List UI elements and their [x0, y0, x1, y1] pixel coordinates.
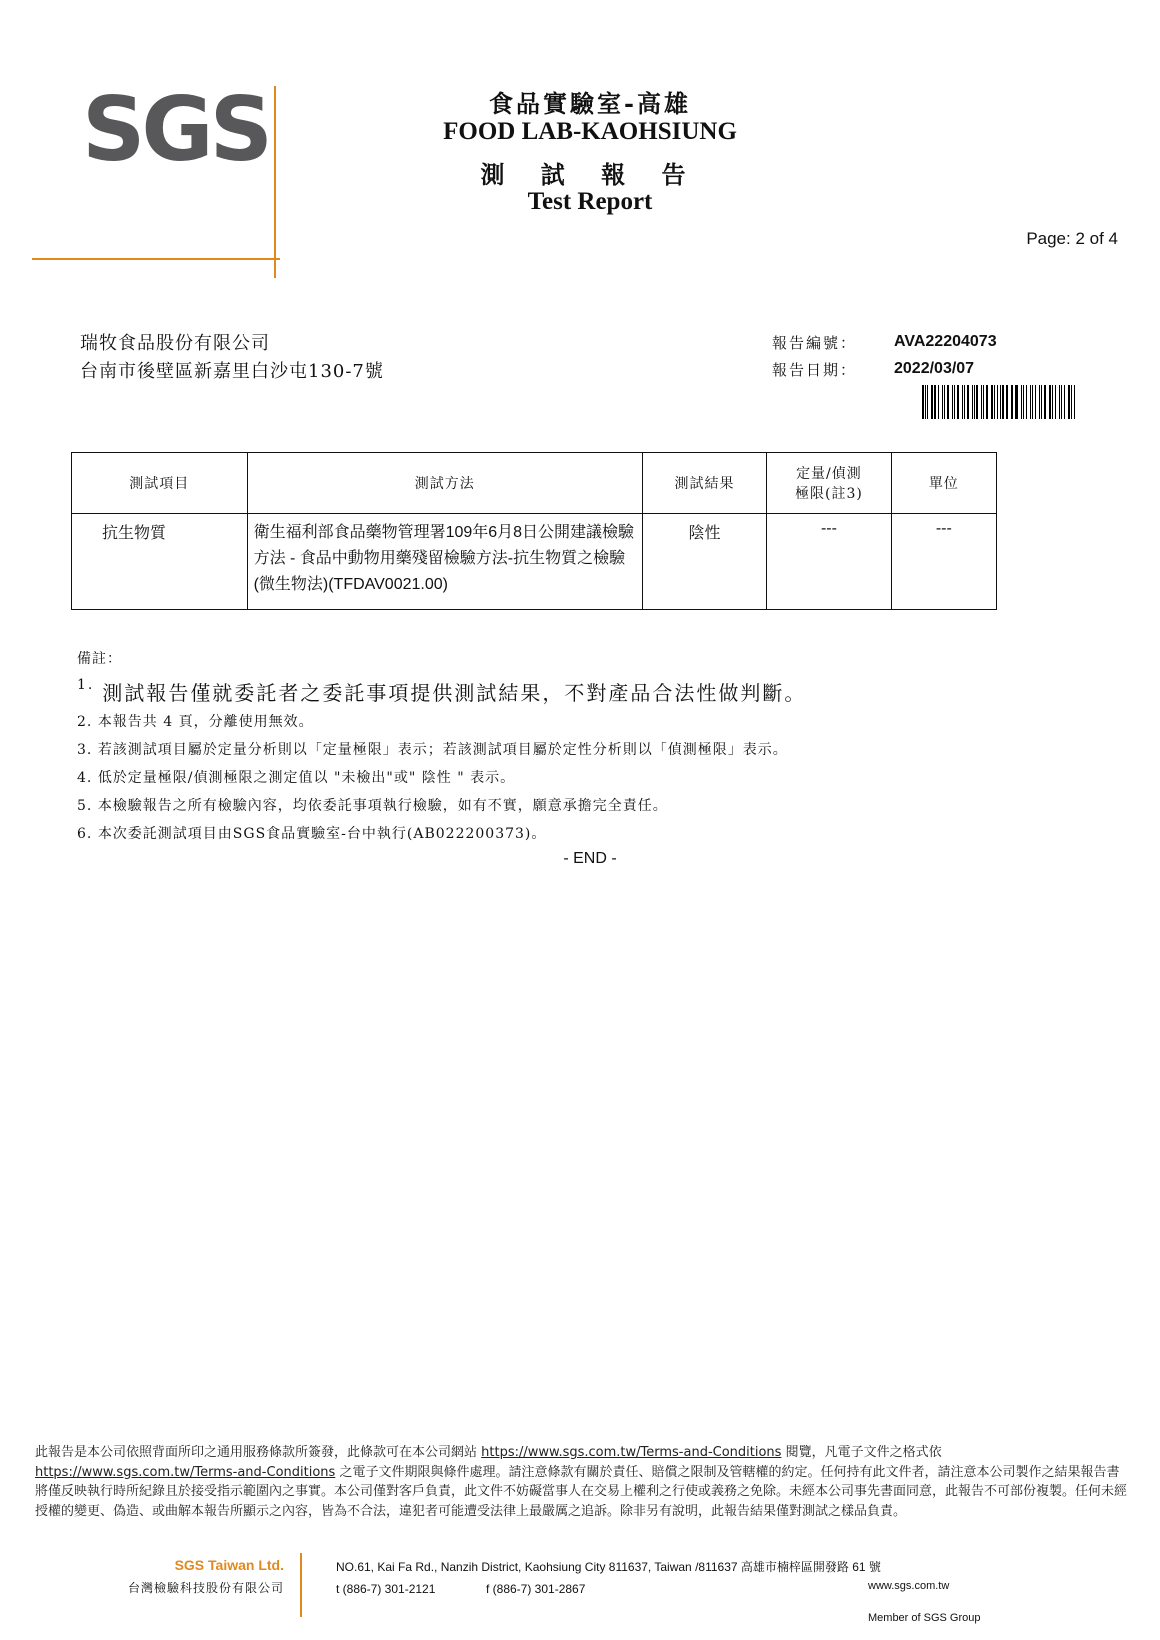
note-4-text: 低於定量極限/偵測極限之測定值以 "未檢出"或" 陰性 " 表示。 — [97, 770, 516, 786]
barcode-bar — [997, 385, 998, 419]
footer-fax: f (886-7) 301-2867 — [486, 1582, 586, 1596]
header-unit: 單位 — [891, 453, 996, 514]
note-1-text: 測試報告僅就委託者之委託事項提供測試結果，不對產品合法性做判斷。 — [102, 681, 807, 705]
barcode-bar — [938, 385, 939, 419]
barcode-bar — [986, 385, 988, 419]
barcode-bar — [1032, 385, 1034, 419]
footer-company — [118, 1557, 284, 1596]
footer-divider — [300, 1553, 302, 1617]
barcode-bar — [1023, 385, 1025, 419]
barcode-bar — [1044, 385, 1046, 419]
note-6-text: 本次委託測試項目由SGS食品實驗室-台中執行(AB022200373)。 — [97, 826, 547, 842]
barcode-bar — [931, 385, 933, 419]
barcode-bar — [1011, 385, 1012, 419]
client-block — [80, 330, 384, 386]
footer-company-zh: 台灣檢驗科技股份有限公司 — [127, 1581, 284, 1595]
client-name: 瑞牧食品股份有限公司 — [80, 333, 270, 354]
report-number: AVA22204073 — [894, 333, 997, 350]
footer-company-en: SGS Taiwan Ltd. — [174, 1557, 284, 1573]
barcode-bar — [991, 385, 993, 419]
barcode-bar — [983, 385, 984, 419]
note-4-number: 4. — [77, 770, 93, 786]
barcode-bar — [1055, 385, 1056, 419]
barcode-bar — [1052, 385, 1053, 419]
table-header-row — [72, 453, 997, 514]
disclaimer-part1: 此報告是本公司依照背面所印之通用服務條款所簽發，此條款可在本公司網站 — [35, 1445, 482, 1460]
header-test-method: 測試方法 — [247, 453, 642, 514]
header-limit — [767, 453, 891, 514]
barcode — [922, 385, 1078, 419]
header-limit-line1: 定量/偵測 — [796, 466, 862, 482]
barcode-bar — [1015, 385, 1017, 419]
note-2-number: 2. — [77, 714, 93, 730]
notes-title: 備註： — [77, 651, 122, 667]
lab-title-zh: 食品實驗室-高雄 — [489, 89, 691, 118]
footer-member: Member of SGS Group — [868, 1612, 981, 1624]
footer-contact — [336, 1578, 881, 1600]
cell-limit: --- — [820, 520, 837, 537]
note-2 — [77, 711, 314, 731]
report-meta-labels — [772, 330, 857, 384]
cell-unit: --- — [935, 520, 952, 537]
barcode-bar — [1012, 385, 1013, 419]
footer-address: NO.61, Kai Fa Rd., Nanzih District, Kaohsiung City 811637, Taiwan /811637 高雄市楠梓區開發路 61 號 — [336, 1560, 881, 1574]
barcode-bar — [922, 385, 924, 419]
barcode-bar — [976, 385, 978, 419]
client-address: 台南市後壁區新嘉里白沙屯130-7號 — [80, 361, 384, 382]
note-2-text: 本報告共 4 頁，分離使用無效。 — [97, 714, 314, 730]
end-marker: - END - — [563, 850, 617, 867]
barcode-bar — [967, 385, 969, 419]
note-4 — [77, 767, 515, 787]
barcode-bar — [1049, 385, 1051, 419]
barcode-bar — [994, 385, 995, 419]
logo-text: SGS — [82, 78, 269, 181]
barcode-bar — [1064, 385, 1065, 419]
footer-website[interactable]: www.sgs.com.tw — [868, 1580, 950, 1592]
report-title-zh: 測 試 報 告 — [480, 160, 700, 189]
barcode-bar — [954, 385, 955, 419]
disclaimer-part3: 之電子文件期限與條件處理。請注意條款有關於責任、賠償之限制及管轄權的約定。任何持有此文件者，請注意本公司製作之結果報告書將僅反映執行時所紀錄且於接受指示範圍內之事實。本公司僅對客戶負責，此文件不妨礙當事人在交易上權利之行使或義務之免除。未經本公司事先書面同意，此報告不可部份複製。任何未經授權的變更、偽造、或曲解本報告所顯示之內容，皆為不合法，違犯者可能遭受法律上最嚴厲之追訴。除非另有說明，此報告結果僅對測試之樣品負責。 — [35, 1464, 1128, 1519]
barcode-bar — [1068, 385, 1070, 419]
note-6-number: 6. — [77, 826, 93, 842]
header-test-item: 測試項目 — [72, 453, 248, 514]
barcode-bar — [972, 385, 973, 419]
note-5 — [77, 795, 668, 815]
barcode-bar — [1030, 385, 1031, 419]
barcode-bar — [1026, 385, 1027, 419]
barcode-bar — [962, 385, 963, 419]
header-limit-line2: 極限(註3) — [795, 486, 863, 502]
barcode-bar — [942, 385, 943, 419]
note-5-number: 5. — [77, 798, 93, 814]
results-table — [71, 452, 997, 610]
report-date-label: 報告日期： — [772, 361, 858, 379]
note-3-text: 若該測試項目屬於定量分析則以「定量極限」表示；若該測試項目屬於定性分析則以「偵測極限」表示。 — [97, 742, 788, 758]
barcode-bar — [1059, 385, 1061, 419]
logo-underline — [32, 258, 280, 260]
barcode-bar — [1000, 385, 1001, 419]
report-meta-values — [894, 328, 997, 382]
barcode-bar — [1006, 385, 1008, 419]
barcode-bar — [1061, 385, 1062, 419]
terms-link[interactable]: https://www.sgs.com.tw/Terms-and-Conditions — [481, 1445, 782, 1460]
barcode-bar — [957, 385, 959, 419]
barcode-bar — [1035, 385, 1036, 419]
note-5-text: 本檢驗報告之所有檢驗內容，均依委託事項執行檢驗，如有不實，願意承擔完全責任。 — [97, 798, 668, 814]
note-1-number: 1. — [77, 677, 95, 693]
barcode-bar — [1039, 385, 1040, 419]
barcode-bar — [927, 385, 928, 419]
footer-address-block — [336, 1556, 881, 1600]
note-6 — [77, 823, 546, 843]
barcode-bar — [964, 385, 965, 419]
footer-disclaimer — [35, 1443, 1127, 1521]
page-number: Page: 2 of 4 — [1026, 229, 1118, 248]
report-title-en: Test Report — [527, 188, 653, 215]
disclaimer-part2: 閱覽，凡電子文件之格式依 — [781, 1445, 942, 1460]
barcode-bar — [952, 385, 954, 419]
header-test-result: 測試結果 — [642, 453, 766, 514]
barcode-bar — [1002, 385, 1004, 419]
barcode-bar — [1041, 385, 1042, 419]
barcode-bar — [944, 385, 945, 419]
cell-method: 衛生福利部食品藥物管理署109年6月8日公開建議檢驗方法 - 食品中動物用藥殘留檢驗方法-抗生物質之檢驗(微生物法)(TFDAV0021.00) — [253, 524, 635, 593]
barcode-bar — [1071, 385, 1072, 419]
cell-item: 抗生物質 — [102, 525, 167, 542]
table-row — [72, 514, 997, 610]
barcode-bar — [925, 385, 926, 419]
report-number-label: 報告編號： — [772, 334, 858, 352]
barcode-bar — [974, 385, 975, 419]
footer-tel: t (886-7) 301-2121 — [336, 1582, 436, 1596]
cell-result: 陰性 — [688, 525, 721, 542]
barcode-bar — [947, 385, 949, 419]
barcode-bar — [934, 385, 936, 419]
note-3-number: 3. — [77, 742, 93, 758]
barcode-bar — [1074, 385, 1076, 419]
barcode-bar — [1021, 385, 1022, 419]
terms-link-2[interactable]: https://www.sgs.com.tw/Terms-and-Conditions — [35, 1464, 336, 1480]
report-date: 2022/03/07 — [894, 360, 975, 377]
note-3 — [77, 739, 788, 759]
note-1 — [77, 677, 806, 706]
lab-title-en: FOOD LAB-KAOHSIUNG — [443, 118, 737, 145]
barcode-bar — [981, 385, 982, 419]
